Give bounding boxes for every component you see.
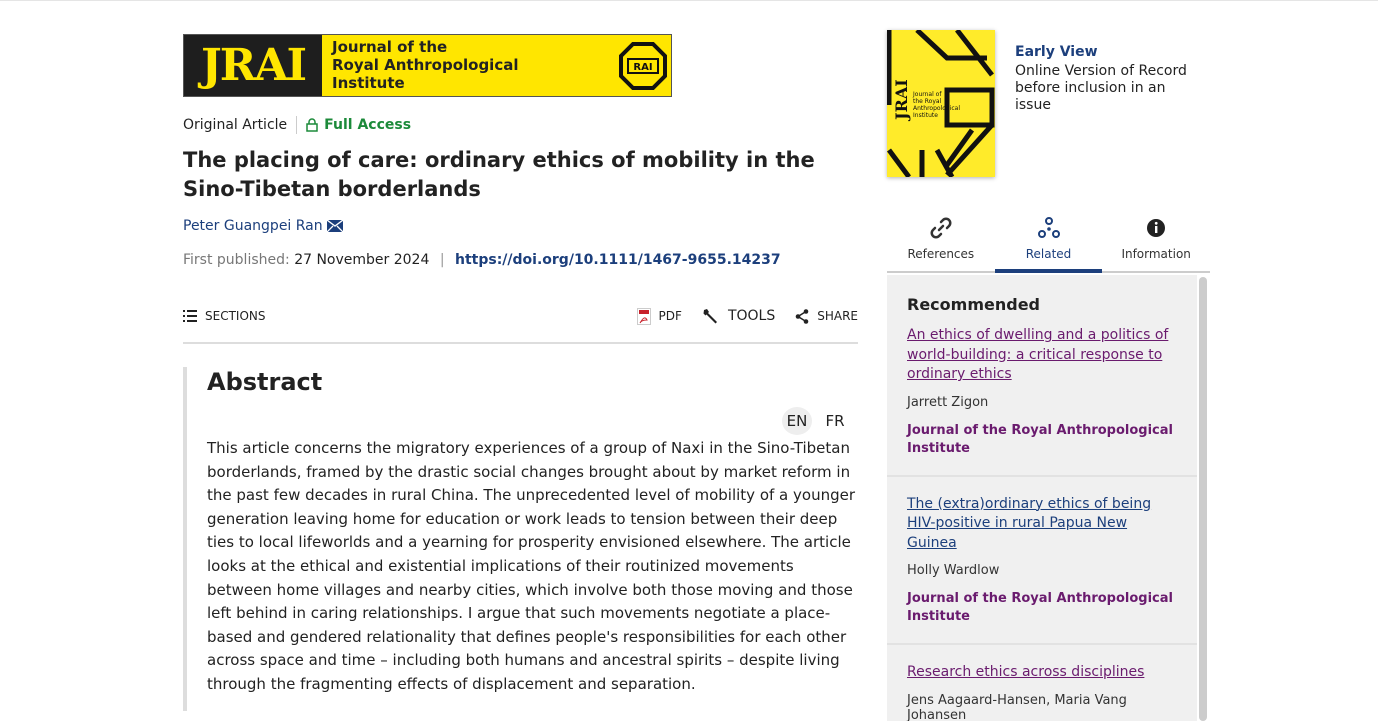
recommended-title-link[interactable]: An ethics of dwelling and a politics of world-building: a critical response to ordinary ethics — [907, 326, 1177, 385]
divider — [296, 116, 297, 134]
cover-text: the Royal — [913, 98, 942, 105]
cover-text: Journal of — [912, 91, 942, 98]
journal-cover[interactable] — [887, 30, 995, 177]
tools-button[interactable] — [702, 306, 775, 326]
tab-references[interactable] — [887, 213, 995, 271]
share-icon — [795, 309, 809, 324]
publication-info — [183, 252, 781, 268]
sections-label: SECTIONS — [205, 309, 266, 323]
tab-label: Information — [1121, 247, 1190, 261]
recommended-authors: Jens Aagaard-Hansen, Maria Vang Johansen — [907, 693, 1177, 721]
tab-related[interactable] — [995, 213, 1103, 273]
journal-name — [322, 35, 615, 96]
early-view-info — [1015, 44, 1195, 114]
sections-button[interactable] — [183, 306, 266, 326]
cover-logo: JRAI — [892, 79, 911, 122]
published-label: First published: — [183, 252, 290, 268]
pdf-label: PDF — [659, 309, 682, 323]
lock-icon — [306, 118, 318, 132]
recommended-authors: Jarrett Zigon — [907, 395, 1177, 410]
recommended-title-link[interactable]: Research ethics across disciplines — [907, 663, 1177, 683]
scrollbar[interactable] — [1199, 277, 1207, 721]
lang-fr-button[interactable]: FR — [820, 407, 850, 435]
article-toolbar — [183, 306, 858, 344]
cover-text: Institute — [913, 112, 938, 119]
list-item — [887, 314, 1197, 477]
tab-label: References — [907, 247, 974, 261]
pdf-icon — [637, 308, 651, 325]
tab-information[interactable] — [1102, 213, 1210, 271]
list-item — [887, 477, 1197, 646]
journal-name-line: Institute — [332, 74, 605, 92]
jrai-logo: JRAI — [184, 35, 322, 96]
language-switcher — [782, 407, 850, 435]
tab-label: Related — [1026, 247, 1072, 261]
list-icon — [183, 310, 197, 322]
divider: | — [440, 252, 445, 268]
access-label: Full Access — [324, 117, 411, 133]
abstract-heading: Abstract — [207, 368, 858, 396]
pdf-button[interactable] — [637, 306, 682, 326]
sidebar-tabs — [887, 213, 1210, 273]
recommended-authors: Holly Wardlow — [907, 563, 1177, 578]
rai-seal-icon — [615, 35, 671, 96]
share-button[interactable] — [795, 306, 858, 326]
cover-text: Anthropological — [913, 105, 960, 112]
abstract-section — [183, 367, 858, 711]
published-date: 27 November 2024 — [294, 252, 429, 268]
article-meta — [183, 116, 411, 134]
author-link[interactable]: Peter Guangpei Ran — [183, 218, 323, 234]
link-icon — [930, 217, 952, 239]
article-title: The placing of care: ordinary ethics of mobility in the Sino-Tibetan borderlands — [183, 146, 823, 204]
early-view-heading[interactable]: Early View — [1015, 44, 1195, 60]
journal-name-line: Journal of the — [332, 38, 605, 56]
recommended-journal[interactable]: Journal of the Royal Anthropological Institute — [907, 590, 1177, 626]
share-label: SHARE — [817, 309, 858, 323]
recommended-heading: Recommended — [907, 295, 1197, 314]
info-icon — [1145, 217, 1167, 239]
related-icon — [1038, 217, 1060, 239]
svg-text:RAI: RAI — [633, 62, 652, 73]
wrench-icon — [702, 307, 720, 325]
list-item — [887, 645, 1197, 721]
access-badge — [306, 117, 411, 133]
article-type: Original Article — [183, 117, 287, 133]
recommended-panel — [887, 275, 1197, 721]
journal-banner[interactable] — [183, 34, 672, 97]
journal-name-line: Royal Anthropological — [332, 56, 605, 74]
email-icon[interactable] — [327, 220, 343, 232]
abstract-text: This article concerns the migratory experiences of a group of Naxi in the Sino-Tibetan borderlands, framed by the drastic social changes brought about by market reform in the past few decades in rural China. The unprecedented level of mobility of a younger generation leaving home for education or work leads to tension between their deep ties to local lifeworlds and a yearning for prosperity envisioned elsewhere. The article looks at the ethical and existential implications of their routinized movements between home villages and nearby cities, which involve both those moving and those left behind in caring relationships. I argue that such movements negotiate a place-based and gendered relationality that defines people's responsibilities for each other across space and time – including both humans and ancestral spirits – despite living through the fragmenting effects of displacement and separation. — [207, 437, 862, 697]
early-view-description: Online Version of Record before inclusion in an issue — [1015, 63, 1195, 114]
doi-link[interactable]: https://doi.org/10.1111/1467-9655.14237 — [455, 252, 781, 268]
author[interactable] — [183, 218, 343, 234]
lang-en-button[interactable]: EN — [782, 407, 812, 435]
recommended-journal[interactable]: Journal of the Royal Anthropological Institute — [907, 422, 1177, 458]
recommended-title-link[interactable]: The (extra)ordinary ethics of being HIV-positive in rural Papua New Guinea — [907, 495, 1177, 554]
tools-label: TOOLS — [728, 308, 775, 324]
